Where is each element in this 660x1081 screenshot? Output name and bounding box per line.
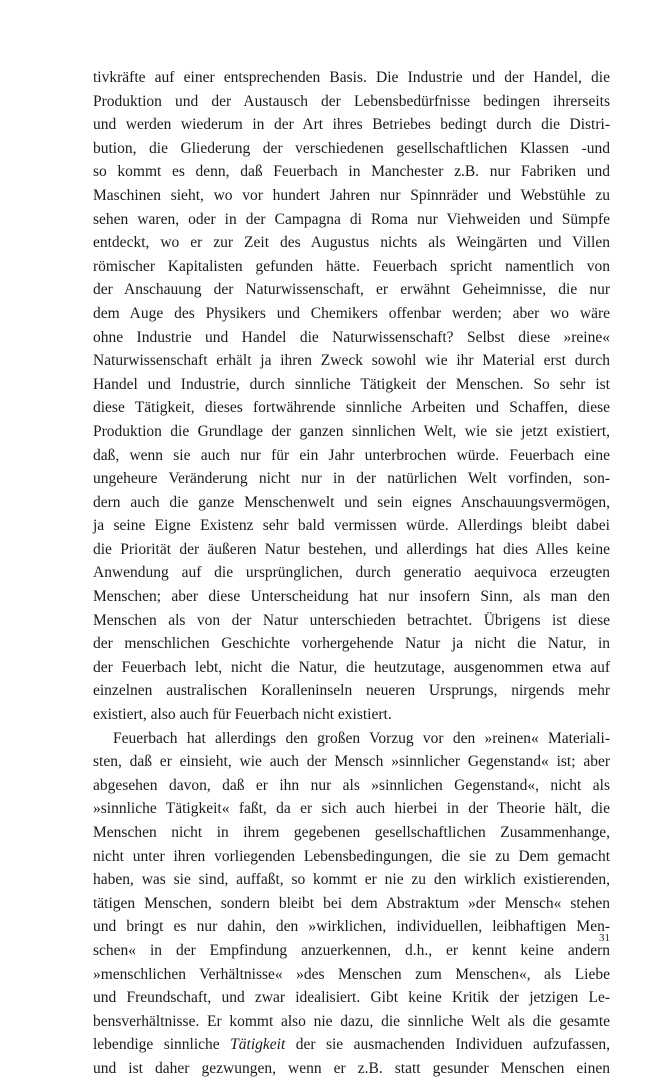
text-line: und werden wiederum in der Art ihres Betriebes bedingt durch die Distri-: [93, 116, 610, 134]
text-line: und ist daher gezwungen, wenn er z.B. statt gesunder Menschen einen: [93, 1059, 610, 1077]
text-line: dem Auge des Physikers und Chemikers offenbar werden; aber wo wäre: [93, 304, 610, 322]
text-line: und Freundschaft, und zwar idealisiert. Gibt keine Kritik der jetzigen Le-: [93, 989, 610, 1007]
text-line: entdeckt, wo er zur Zeit des Augustus nichts als Weingärten und Villen: [93, 234, 610, 252]
text-line: sten, daß er einsieht, wie auch der Mensch »sinnlicher Gegenstand« ist; aber: [93, 753, 610, 771]
paragraph-1: [93, 66, 610, 727]
text-line: daß, wenn sie auch nur für ein Jahr unterbrochen würde. Feuerbach eine: [93, 446, 610, 464]
text-line: schen« in der Empfindung anzuerkennen, d.h., er kennt keine andern: [93, 941, 610, 959]
text-line: nicht unter ihren vorliegenden Lebensbedingungen, die sie zu Dem gemacht: [93, 847, 610, 865]
text-line: die Priorität der äußeren Natur bestehen, und allerdings hat dies Alles keine: [93, 540, 610, 558]
text-line: haben, was sie sind, auffaßt, so kommt er nie zu den wirklich existierenden,: [93, 871, 610, 889]
text-line: Menschen als von der Natur unterschieden betrachtet. Übrigens ist diese: [93, 611, 610, 629]
text-line: tätigen Menschen, sondern bleibt bei dem Abstraktum »der Mensch« stehen: [93, 894, 610, 912]
emphasis-word: Tätigkeit: [230, 1036, 286, 1054]
text-line: der Feuerbach lebt, nicht die Natur, die heutzutage, ausgenommen etwa auf: [93, 658, 610, 676]
text-line: diese Tätigkeit, dieses fortwährende sinnliche Arbeiten und Schaffen, diese: [93, 399, 610, 417]
text-line: Handel und Industrie, durch sinnliche Tätigkeit der Menschen. So sehr ist: [93, 375, 610, 393]
body-text: [93, 66, 610, 1081]
text-line: bensverhältnisse. Er kommt also nie dazu, die sinnliche Welt als die gesamte: [93, 1012, 610, 1030]
text-line: der Anschauung der Naturwissenschaft, er erwähnt Geheimnisse, die nur: [93, 281, 610, 299]
text-line: der menschlichen Geschichte vorhergehende Natur ja nicht die Natur, in: [93, 635, 610, 653]
text-line: Maschinen sieht, wo vor hundert Jahren nur Spinnräder und Webstühle zu: [93, 186, 610, 204]
text-line: Produktion die Grundlage der ganzen sinnlichen Welt, wie sie jetzt existiert,: [93, 422, 610, 440]
text-line: Menschen; aber diese Unterscheidung hat nur insofern Sinn, als man den: [93, 588, 610, 606]
text-line: römischer Kapitalisten gefunden hätte. Feuerbach spricht namentlich von: [93, 257, 610, 275]
text-line: Naturwissenschaft erhält ja ihren Zweck sowohl wie ihr Material erst durch: [93, 352, 610, 370]
text-line: einzelnen australischen Koralleninseln neueren Ursprungs, nirgends mehr: [93, 682, 610, 700]
text-line-with-emphasis: [93, 1033, 610, 1057]
text-line: »sinnliche Tätigkeit« faßt, da er sich auch hierbei in der Theorie hält, die: [93, 800, 610, 818]
text-line: abgesehen davon, daß er ihn nur als »sinnlichen Gegenstand«, nicht als: [93, 776, 610, 794]
text-fragment: der sie ausmachenden Individuen aufzufassen,: [285, 1036, 610, 1054]
page-number: 31: [599, 932, 610, 944]
text-line: Feuerbach hat allerdings den großen Vorzug vor den »reinen« Materiali-: [113, 729, 610, 747]
text-line: bution, die Gliederung der verschiedenen gesellschaftlichen Klassen -und: [93, 139, 610, 157]
text-fragment: lebendige sinnliche: [93, 1036, 231, 1054]
text-line: Anwendung auf die ursprünglichen, durch generatio aequivoca erzeugten: [93, 564, 610, 582]
text-line: so kommt es denn, daß Feuerbach in Manchester z.B. nur Fabriken und: [93, 163, 610, 181]
text-line: dern auch die ganze Menschenwelt und sein eignes Anschauungsvermögen,: [93, 493, 610, 511]
text-line: ohne Industrie und Handel die Naturwissenschaft? Selbst diese »reine«: [93, 328, 610, 346]
text-line: »menschlichen Verhältnisse« »des Menschen zum Menschen«, als Liebe: [93, 965, 610, 983]
paragraph-2: [93, 727, 610, 1081]
text-line: Menschen nicht in ihrem gegebenen gesellschaftlichen Zusammenhange,: [93, 824, 610, 841]
text-line: tivkräfte auf einer entsprechenden Basis. Die Industrie und der Handel, die: [93, 69, 610, 86]
text-line: Produktion und der Austausch der Lebensbedürfnisse bedingen ihrerseits: [93, 92, 610, 110]
text-line: ungeheure Veränderung nicht nur in der natürlichen Welt vorfinden, son-: [93, 470, 610, 488]
text-line: existiert, also auch für Feuerbach nicht existiert.: [93, 706, 392, 724]
text-line: und bringt es nur dahin, den »wirklichen, individuellen, leibhaftigen Men-: [93, 918, 610, 936]
text-line: sehen waren, oder in der Campagna di Roma nur Viehweiden und Sümpfe: [93, 210, 610, 228]
text-line: ja seine Eigne Existenz sehr bald vermissen würde. Allerdings bleibt dabei: [93, 517, 610, 535]
